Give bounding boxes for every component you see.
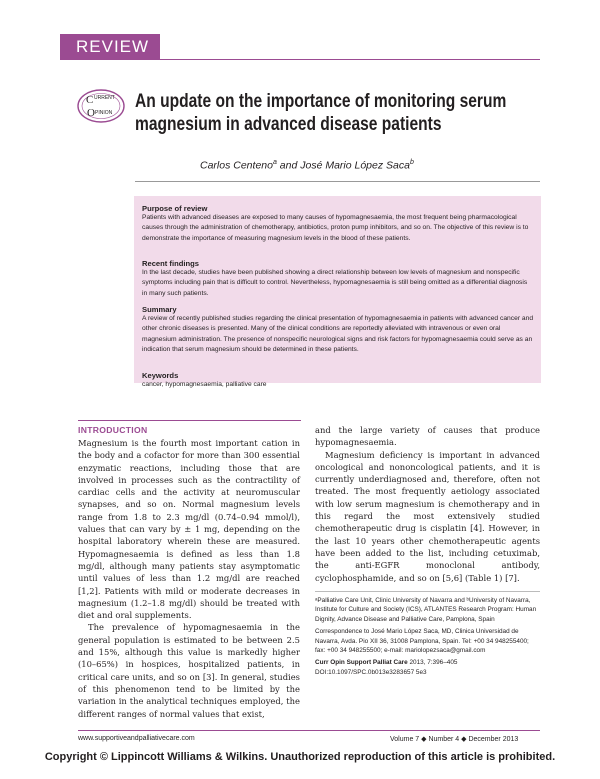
findings-text: In the last decade, studies have been published showing a direct relationship between low levels of magnesium and nonspecific symptoms including pain that is difficult to control. Nevertheless, hypomagnesaemia is still being omitted as a differential diagnosis in many such patients. xyxy=(142,269,528,297)
body-paragraph: and the large variety of causes that produce hypomagnesaemia. xyxy=(315,425,540,448)
logo-letter-o: O xyxy=(87,107,95,119)
body-paragraph: Magnesium is the fourth most important cation in the body and a cofactor for more than 300 essential enzymatic reactions, including those that are involved in processes such as the contractility of cardiac cells and the activity at neuromuscular synapses, and so on. Normal magnesium levels range from 1.8 to 2.3 mg/dl (0.74–0.94 mmol/l), values that can vary by ± 1 mg, depending on the hospital laboratory wherein these are measured. Hypomagnesaemia is defined as less than 1.8 mg/dl, although many patients stay asymptomatic until values of less than 1.2 mg/dl are reached [1,2]. Patients with mild or moderate decreases in magnesium (1.2–1.8 mg/dl) should be treated with diet and oral supplements. xyxy=(78,438,300,621)
journal-name: Curr Opin Support Palliat Care xyxy=(315,659,408,667)
correspondence-text: Correspondence to José Mario López Saca, MD, Clinica Universidad de Navarra, Avda. Pio XII 36, 31008 Pamplona, Spain. Tel: +00 34 948255400; fax: +00 34 948255500; e-mail: mariolopezsaca@gmail.com xyxy=(315,628,529,655)
current-opinion-logo xyxy=(76,87,126,125)
abstract-box xyxy=(134,196,541,388)
affiliation-text: ᵃPalliative Care Unit, Clinic University of Navarra and ᵇUniversity of Navarra, Institute for Culture and Society (ICS), ATLANTES Research Program: Human Dignity, Advance Disease and Palliative Care, Pamplona, Spain xyxy=(315,597,537,623)
left-column xyxy=(78,437,300,720)
journal-citation xyxy=(315,658,540,667)
purpose-text: Patients with advanced diseases are exposed to many causes of hypomagnesaemia, the most frequent being pharmacological causes through the administration of chemotherapy, antibiotics, proton pump inhibitors, and so on. The objective of this review is to demonstrate the importance of measuring magnesium levels in the blood of these patients. xyxy=(142,214,529,242)
journal-ref: 2013, 7:396–405 xyxy=(407,659,458,667)
findings-section xyxy=(142,259,534,299)
keywords-text: cancer, hypomagnesaemia, palliative care xyxy=(142,381,267,388)
purpose-heading: Purpose of review xyxy=(142,204,208,213)
review-tag xyxy=(60,34,160,60)
affiliation-divider xyxy=(315,591,540,592)
intro-heading: INTRODUCTION xyxy=(78,425,148,435)
body-paragraph: Magnesium deficiency is important in advanced oncological and nononcological patients, and it is currently underdiagnosed and, therefore, often not treated. The most frequently aetiology associated with low serum magnesium is chemotherapy and in this regard the most extensively studied chemotherapeutic drug is cisplatin [4]. However, in the last 10 years other chemotherapeutic agents have been added to the list, including cetuximab, the anti-EGFR monoclonal antibody, cyclophosphamide, and so on [5,6] (Table 1) [7]. xyxy=(315,449,540,583)
affiliation-block xyxy=(315,596,540,677)
author-1-affiliation: a xyxy=(272,159,277,166)
logo-letter-c: C xyxy=(86,94,94,106)
logo-text-bottom: PINION xyxy=(95,110,113,116)
logo-text-top: URRENT xyxy=(94,95,115,101)
author-2-affiliation: b xyxy=(409,159,414,166)
doi-text: DOI:10.1097/SPC.0b013e3283657 5e3 xyxy=(315,668,427,676)
issue-info: Volume 7 ◆ Number 4 ◆ December 2013 xyxy=(390,736,519,743)
author-divider xyxy=(135,181,540,182)
author-1: Carlos Centeno xyxy=(200,159,273,172)
article-title: An update on the importance of monitoring serum magnesium in advanced disease patients xyxy=(135,91,507,135)
copyright-notice: Copyright © Lippincott Williams & Wilkins. Unauthorized reproduction of this article is prohibited. xyxy=(44,751,556,763)
author-line xyxy=(200,159,414,172)
keywords-section xyxy=(142,371,534,390)
purpose-section xyxy=(142,204,534,244)
summary-section xyxy=(142,305,534,355)
review-label: REVIEW xyxy=(76,37,150,56)
right-column xyxy=(315,424,540,584)
body-paragraph: The prevalence of hypomagnesaemia in the general population is estimated to be between 2.5 and 15%, although this value is markedly higher (10–65%) in hospices, hospitalized patients, in critical care units, and so on [3]. In general, studies of this phenomenon tend to be limited by the variation in the analytical techniques employed, the different ranges of normal values that exist, xyxy=(78,622,300,719)
summary-heading: Summary xyxy=(142,305,177,314)
review-divider xyxy=(160,59,540,60)
footer-divider xyxy=(78,730,540,731)
keywords-heading: Keywords xyxy=(142,371,179,380)
author-2: José Mario López Saca xyxy=(300,159,410,172)
intro-divider xyxy=(78,420,301,421)
website-link[interactable]: www.supportiveandpalliativecare.com xyxy=(78,735,195,742)
author-join: and xyxy=(276,159,301,172)
summary-text: A review of recently published studies regarding the clinical presentation of hypomagnesaemia in patients with advanced cancer and other chronic diseases is presented. Many of the clinical conditions are reportedly alleviated with intravenous or even oral magnesium administration. The presence of nonspecific neurological signs and risk factors for hypomagnesaemia could serve as an indication that serum magnesium should be determined in these patients. xyxy=(142,315,534,353)
findings-heading: Recent findings xyxy=(142,259,199,268)
